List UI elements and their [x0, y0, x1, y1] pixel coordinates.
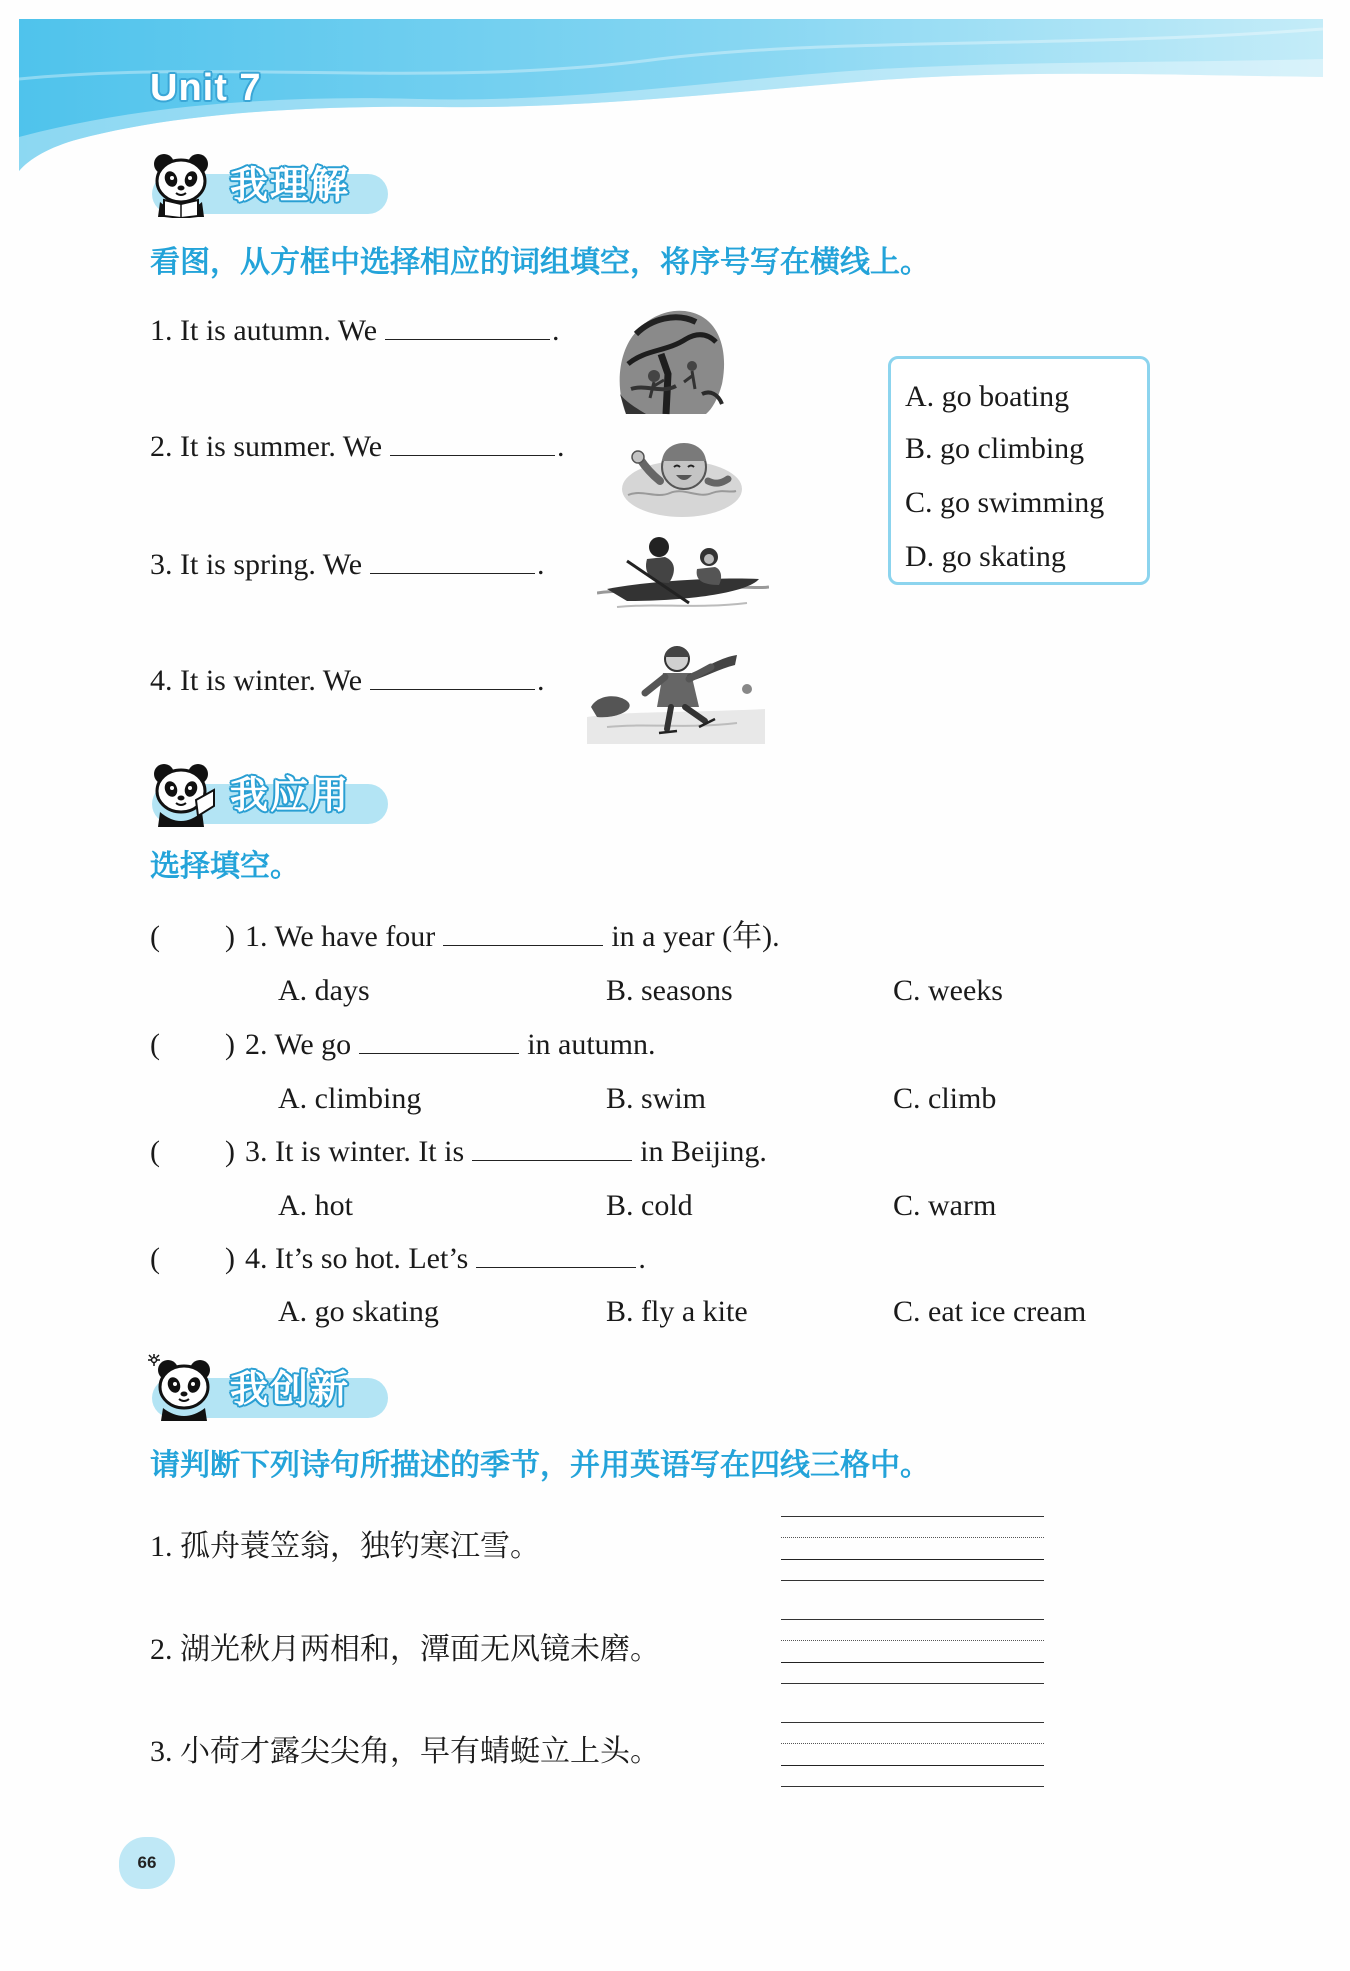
question-text: 4. It is winter. We — [150, 664, 363, 697]
question-after: in a year (年). — [611, 920, 780, 953]
option-item: B. go climbing — [905, 432, 1085, 465]
answer-bracket-close: ) — [225, 1242, 235, 1275]
question-line — [245, 1027, 656, 1063]
choice-b: B. fly a kite — [606, 1295, 748, 1328]
question-line — [245, 919, 780, 955]
answer-blank — [385, 315, 550, 340]
answer-bracket-open: ( — [150, 1242, 160, 1275]
answer-bracket-open: ( — [150, 920, 160, 953]
badge-label: 我创新 — [230, 1367, 351, 1411]
choice-c: C. warm — [893, 1189, 997, 1222]
answer-bracket-open: ( — [150, 1135, 160, 1168]
question-after: in Beijing. — [640, 1135, 767, 1168]
grid-line — [781, 1619, 1044, 1620]
answer-blank — [390, 431, 555, 456]
grid-line — [781, 1580, 1044, 1581]
instruction-create: 请判断下列诗句所描述的季节，并用英语写在四线三格中。 — [150, 1448, 930, 1483]
choice-a: A. go skating — [278, 1295, 439, 1328]
grid-line — [781, 1765, 1044, 1766]
four-line-grid — [781, 1722, 1044, 1788]
answer-bracket-close: ) — [225, 1028, 235, 1061]
badge-label: 我理解 — [230, 163, 351, 207]
question-text: 1. We have four — [245, 920, 436, 953]
panda-writing-icon — [148, 760, 216, 828]
answer-bracket-close: ) — [225, 920, 235, 953]
choice-options — [278, 973, 1178, 1009]
section-badge-understand — [148, 150, 392, 220]
choice-c: C. weeks — [893, 974, 1003, 1007]
poem-line: 1. 孤舟蓑笠翁，独钓寒江雪。 — [150, 1530, 540, 1563]
choice-options — [278, 1294, 1178, 1330]
option-item: D. go skating — [905, 540, 1066, 573]
question-end: . — [552, 314, 560, 347]
answer-bracket-close: ) — [225, 1135, 235, 1168]
question-line — [245, 1241, 646, 1277]
grid-line — [781, 1662, 1044, 1663]
question-text: 3. It is spring. We — [150, 548, 363, 581]
grid-line — [781, 1722, 1044, 1723]
answer-blank — [443, 921, 603, 946]
grid-line — [781, 1640, 1044, 1641]
picture-question — [150, 547, 545, 583]
answer-blank — [359, 1029, 519, 1054]
choice-a: A. hot — [278, 1189, 353, 1222]
question-after: . — [638, 1242, 646, 1275]
badge-label: 我应用 — [230, 773, 351, 817]
choice-b: B. swim — [606, 1082, 707, 1115]
choice-a: A. days — [278, 974, 370, 1007]
choice-question — [150, 1027, 1050, 1063]
page-number-badge — [119, 1837, 175, 1889]
choice-options — [278, 1188, 1178, 1224]
answer-blank — [370, 549, 535, 574]
poem-line: 2. 湖光秋月两相和，潭面无风镜未磨。 — [150, 1633, 660, 1666]
choice-a: A. climbing — [278, 1082, 422, 1115]
question-end: . — [557, 430, 565, 463]
option-item: C. go swimming — [905, 486, 1105, 519]
answer-bracket-open: ( — [150, 1028, 160, 1061]
winter-skating-illustration — [587, 637, 765, 744]
question-end: . — [537, 548, 545, 581]
spring-boating-illustration — [597, 531, 769, 612]
choice-b: B. cold — [606, 1189, 693, 1222]
choice-options — [278, 1081, 1178, 1117]
question-text: 2. We go — [245, 1028, 352, 1061]
panda-sun-icon — [148, 1354, 216, 1422]
autumn-climbing-illustration — [606, 294, 731, 419]
picture-question — [150, 429, 565, 465]
question-end: . — [537, 664, 545, 697]
choice-b: B. seasons — [606, 974, 733, 1007]
grid-line — [781, 1683, 1044, 1684]
instruction-apply: 选择填空。 — [150, 849, 300, 884]
poem-line: 3. 小荷才露尖尖角，早有蜻蜓立上头。 — [150, 1735, 660, 1768]
summer-swimming-illustration — [612, 425, 744, 519]
page-number: 66 — [137, 1853, 157, 1872]
grid-line — [781, 1537, 1044, 1538]
answer-blank — [476, 1243, 636, 1268]
choice-c: C. climb — [893, 1082, 997, 1115]
section-badge-apply — [148, 760, 392, 830]
options-box — [888, 356, 1150, 585]
choice-question — [150, 1241, 1050, 1277]
grid-line — [781, 1559, 1044, 1560]
choice-question — [150, 919, 1050, 955]
grid-line — [781, 1743, 1044, 1744]
picture-question — [150, 663, 545, 699]
four-line-grid — [781, 1516, 1044, 1582]
question-text: 4. It’s so hot. Let’s — [245, 1242, 469, 1275]
four-line-grid — [781, 1619, 1044, 1685]
answer-blank — [472, 1136, 632, 1161]
unit-title: Unit 7 — [150, 67, 262, 109]
choice-question — [150, 1134, 1050, 1170]
question-text: 2. It is summer. We — [150, 430, 383, 463]
question-line — [245, 1134, 767, 1170]
question-text: 1. It is autumn. We — [150, 314, 378, 347]
answer-blank — [370, 665, 535, 690]
picture-question — [150, 313, 560, 349]
choice-c: C. eat ice cream — [893, 1295, 1087, 1328]
question-text: 3. It is winter. It is — [245, 1135, 465, 1168]
section-badge-create — [148, 1354, 392, 1424]
grid-line — [781, 1516, 1044, 1517]
panda-reading-icon — [148, 150, 216, 218]
grid-line — [781, 1786, 1044, 1787]
question-after: in autumn. — [527, 1028, 656, 1061]
instruction-understand: 看图，从方框中选择相应的词组填空，将序号写在横线上。 — [150, 245, 930, 280]
option-item: A. go boating — [905, 380, 1070, 413]
